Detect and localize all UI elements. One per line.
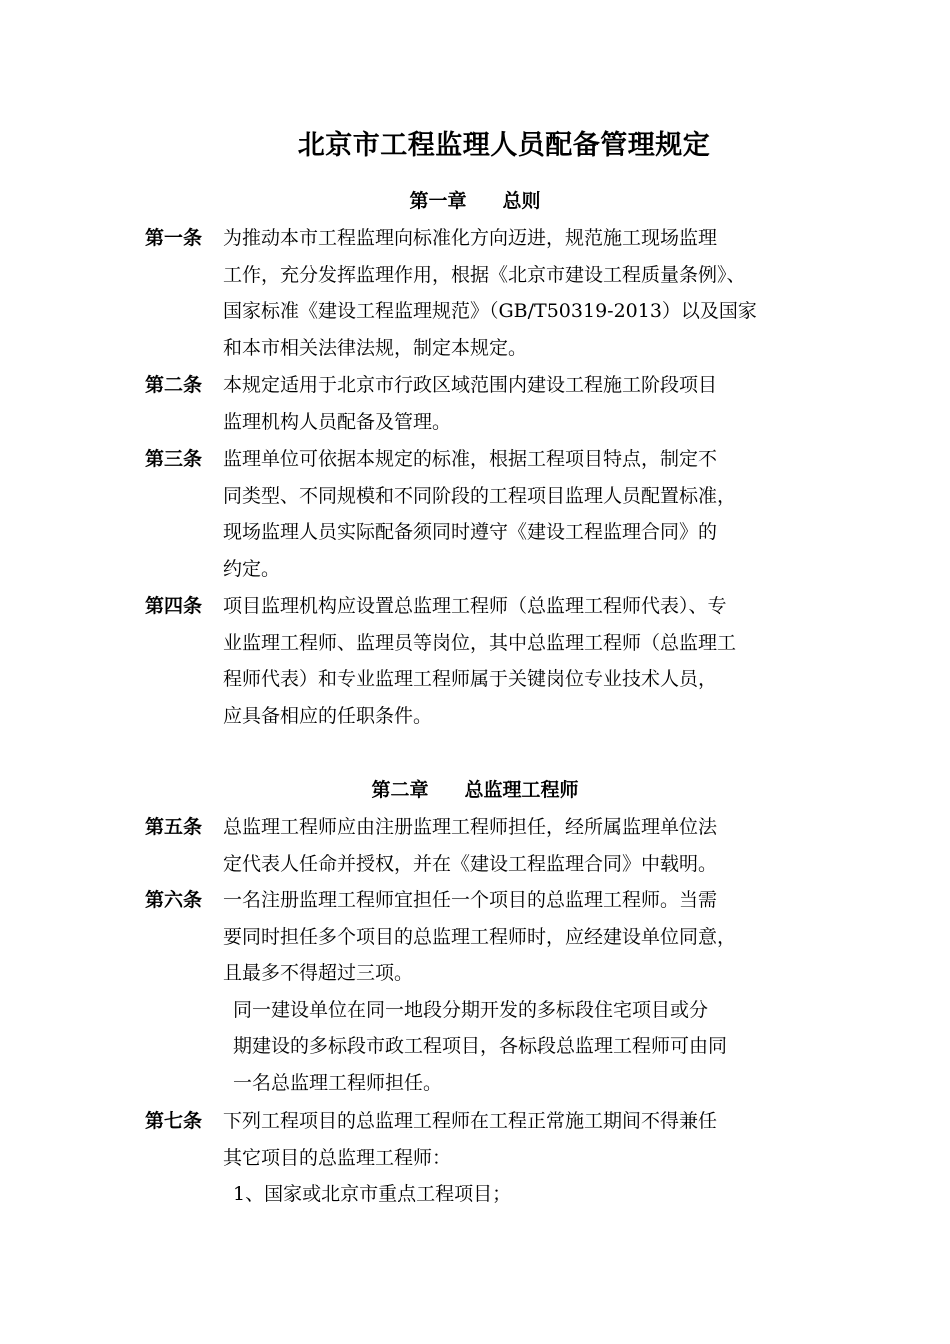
chapter-number: 第一章: [409, 190, 467, 212]
article-line: 定代表人任命并授权，并在《建设工程监理合同》中载明。: [223, 852, 718, 875]
article-7: [145, 1103, 817, 1213]
article-line: 约定。: [223, 557, 281, 580]
article-1: [145, 220, 817, 366]
article-line: 应具备相应的任职条件。: [223, 704, 433, 727]
article-line: 且最多不得超过三项。: [223, 962, 414, 985]
article-label: 第三条: [145, 448, 203, 470]
article-body: [223, 1103, 813, 1213]
article-line: 和本市相关法律法规，制定本规定。: [223, 336, 528, 359]
article-body: [223, 367, 813, 440]
article-2: [145, 367, 817, 440]
article-body: [223, 882, 813, 1102]
article-body: [223, 220, 813, 366]
article-line: 程师代表）和专业监理工程师属于关键岗位专业技术人员，: [223, 668, 718, 691]
article-body: [223, 809, 813, 882]
article-line: 项目监理机构应设置总监理工程师（总监理工程师代表）、专: [223, 595, 727, 617]
article-line: 同类型、不同规模和不同阶段的工程项目监理人员配置标准，: [223, 484, 737, 507]
article-6: [145, 882, 817, 1102]
article-line: 要同时担任多个项目的总监理工程师时，应经建设单位同意，: [223, 925, 737, 948]
article-line: 国家标准《建设工程监理规范》（GB/T50319-2013）以及国家: [223, 300, 757, 323]
article-paragraph-line: 期建设的多标段市政工程项目，各标段总监理工程师可由同: [233, 1035, 728, 1058]
article-label: 第一条: [145, 227, 203, 249]
article-line: 工作，充分发挥监理作用，根据《北京市建设工程质量条例》、: [223, 263, 746, 286]
article-label: 第五条: [145, 816, 203, 838]
article-label: 第二条: [145, 374, 203, 396]
article-label: 第四条: [145, 595, 203, 617]
chapter-heading-1: [0, 186, 950, 216]
chapter-name: 总监理工程师: [464, 779, 579, 801]
article-5: [145, 809, 817, 882]
article-line: 下列工程项目的总监理工程师在工程正常施工期间不得兼任: [223, 1110, 718, 1132]
article-line: 业监理工程师、监理员等岗位，其中总监理工程师（总监理工: [223, 631, 737, 654]
chapter-heading-2: [0, 775, 950, 805]
article-3: [145, 441, 817, 587]
chapter-number: 第二章: [371, 779, 429, 801]
article-line: 现场监理人员实际配备须同时遵守《建设工程监理合同》的: [223, 521, 718, 544]
article-list-item: 1、国家或北京市重点工程项目；: [233, 1183, 512, 1206]
article-body: [223, 588, 813, 734]
article-line: 总监理工程师应由注册监理工程师担任，经所属监理单位法: [223, 816, 718, 838]
article-line: 为推动本市工程监理向标准化方向迈进，规范施工现场监理: [223, 227, 718, 249]
article-line: 监理机构人员配备及管理。: [223, 410, 452, 433]
document-title: 北京市工程监理人员配备管理规定: [297, 130, 711, 161]
article-paragraph-line: 同一建设单位在同一地段分期开发的多标段住宅项目或分: [233, 998, 709, 1021]
article-line: 其它项目的总监理工程师：: [223, 1146, 452, 1169]
article-4: [145, 588, 817, 734]
article-label: 第六条: [145, 889, 203, 911]
article-paragraph-line: 一名总监理工程师担任。: [233, 1071, 443, 1094]
article-line: 本规定适用于北京市行政区域范围内建设工程施工阶段项目: [223, 374, 718, 396]
article-body: [223, 441, 813, 587]
article-line: 一名注册监理工程师宜担任一个项目的总监理工程师。当需: [223, 889, 718, 911]
chapter-name: 总则: [502, 190, 541, 212]
article-line: 监理单位可依据本规定的标准，根据工程项目特点，制定不: [223, 448, 718, 470]
article-label: 第七条: [145, 1110, 203, 1132]
